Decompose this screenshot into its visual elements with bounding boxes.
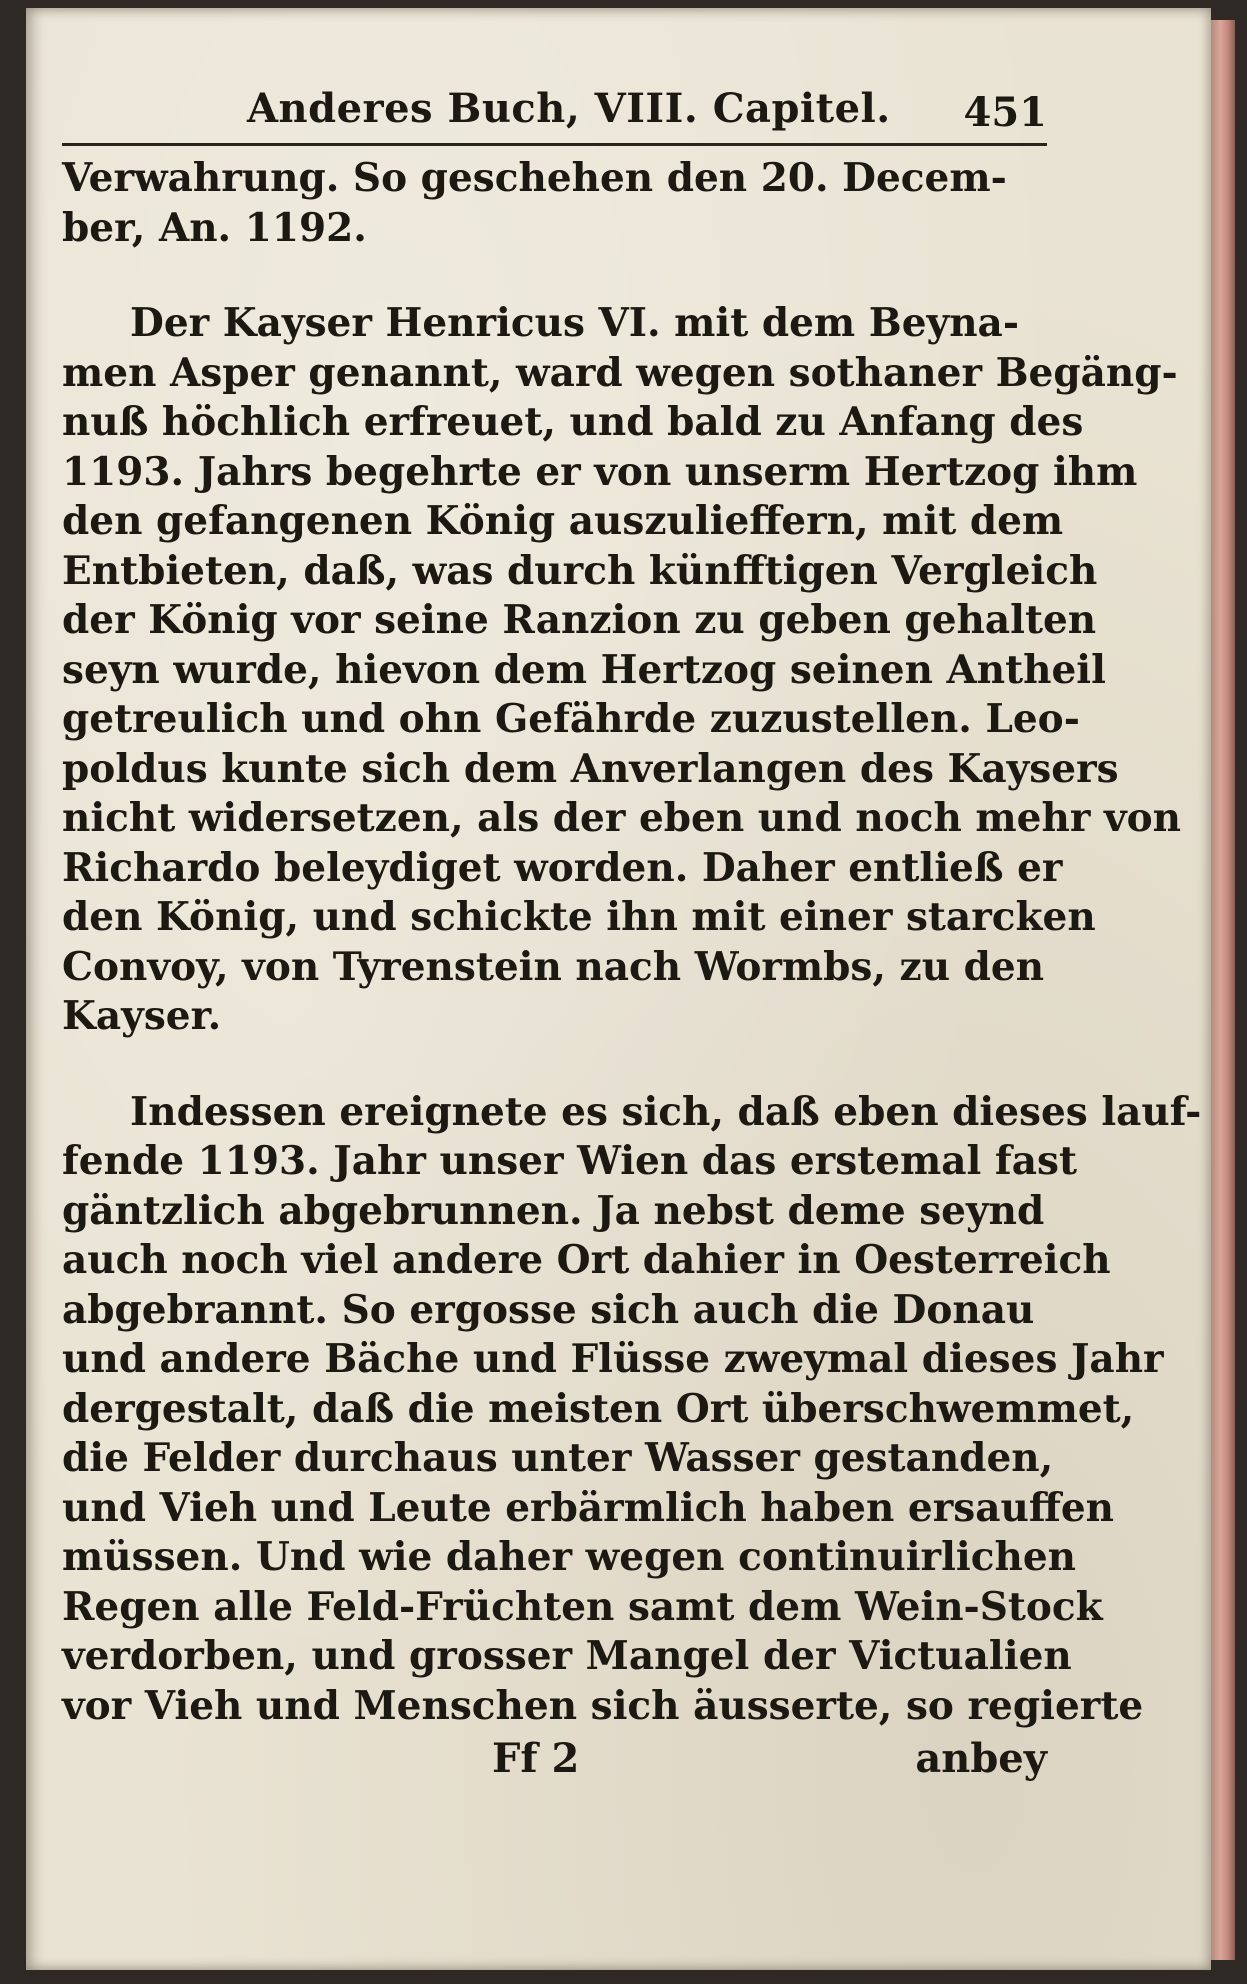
text-line: die Felder durchaus unter Wasser gestanden,: [62, 1435, 1054, 1481]
running-header: [62, 85, 1047, 146]
text-line: getreulich und ohn Gefährde zuzustellen. Leo-: [62, 696, 1080, 742]
page-content: [62, 85, 1202, 1785]
text-line: Richardo beleydiget worden. Daher entließ er: [62, 844, 1063, 891]
text-line: Regen alle Feld-Früchten samt dem Wein-Stock: [62, 1583, 1103, 1630]
text-line: Der Kayser Henricus VI. mit dem Beyna-: [130, 300, 1020, 346]
text-line: nicht widersetzen, als der eben und noch mehr von: [62, 795, 1181, 841]
page-footer: [62, 1735, 1047, 1785]
text-line: verdorben, und grosser Mangel der Victualien: [62, 1633, 1072, 1679]
text-line: 1193. Jahrs begehrte er von unserm Hertzog ihm: [62, 448, 1138, 495]
text-line: poldus kunte sich dem Anverlangen des Kaysers: [62, 745, 1119, 792]
text-line: den König, und schickte ihn mit einer starcken: [62, 894, 1096, 940]
paragraph-3: [62, 1088, 1202, 1732]
catchword: anbey: [915, 1735, 1047, 1782]
text-line: Kayser.: [62, 993, 222, 1039]
running-title: Anderes Buch, VIII. Capitel.: [247, 85, 891, 132]
page-edge: [1211, 20, 1235, 1960]
body-text: [62, 154, 1202, 1731]
text-line: Convoy, von Tyrenstein nach Wormbs, zu den: [62, 943, 1045, 990]
text-line: men Asper genannt, ward wegen sothaner Begäng-: [62, 349, 1178, 396]
text-line: fende 1193. Jahr unser Wien das erstemal fast: [62, 1138, 1077, 1184]
page-number: 451: [963, 89, 1047, 136]
text-line: dergestalt, daß die meisten Ort überschwemmet,: [62, 1385, 1135, 1432]
text-line: Verwahrung. So geschehen den 20. Decem-: [62, 155, 1007, 201]
text-line: und andere Bäche und Flüsse zweymal dieses Jahr: [62, 1336, 1164, 1382]
text-line: vor Vieh und Menschen sich äusserte, so regierte: [62, 1682, 1144, 1729]
text-line: und Vieh und Leute erbärmlich haben ersauffen: [62, 1484, 1115, 1531]
text-line: den gefangenen König auszulieffern, mit dem: [62, 498, 1064, 544]
text-line: Entbieten, daß, was durch künfftigen Vergleich: [62, 547, 1098, 594]
text-line: gäntzlich abgebrunnen. Ja nebst deme seynd: [62, 1187, 1045, 1234]
paragraph-1: [62, 154, 1047, 253]
text-line: müssen. Und wie daher wegen continuirlichen: [62, 1534, 1076, 1580]
text-line: nuß höchlich erfreuet, und bald zu Anfang des: [62, 399, 1084, 445]
text-line: abgebrannt. So ergosse sich auch die Donau: [62, 1286, 1035, 1333]
text-line: Indessen ereignete es sich, daß eben dieses lauf-: [130, 1088, 1202, 1135]
text-line: ber, An. 1192.: [62, 204, 367, 251]
text-line: auch noch viel andere Ort dahier in Oesterreich: [62, 1237, 1111, 1283]
text-line: der König vor seine Ranzion zu geben gehalten: [62, 597, 1097, 643]
paragraph-2: [62, 299, 1181, 1042]
signature-mark: Ff 2: [492, 1735, 580, 1782]
text-line: seyn wurde, hievon dem Hertzog seinen Antheil: [62, 646, 1106, 693]
